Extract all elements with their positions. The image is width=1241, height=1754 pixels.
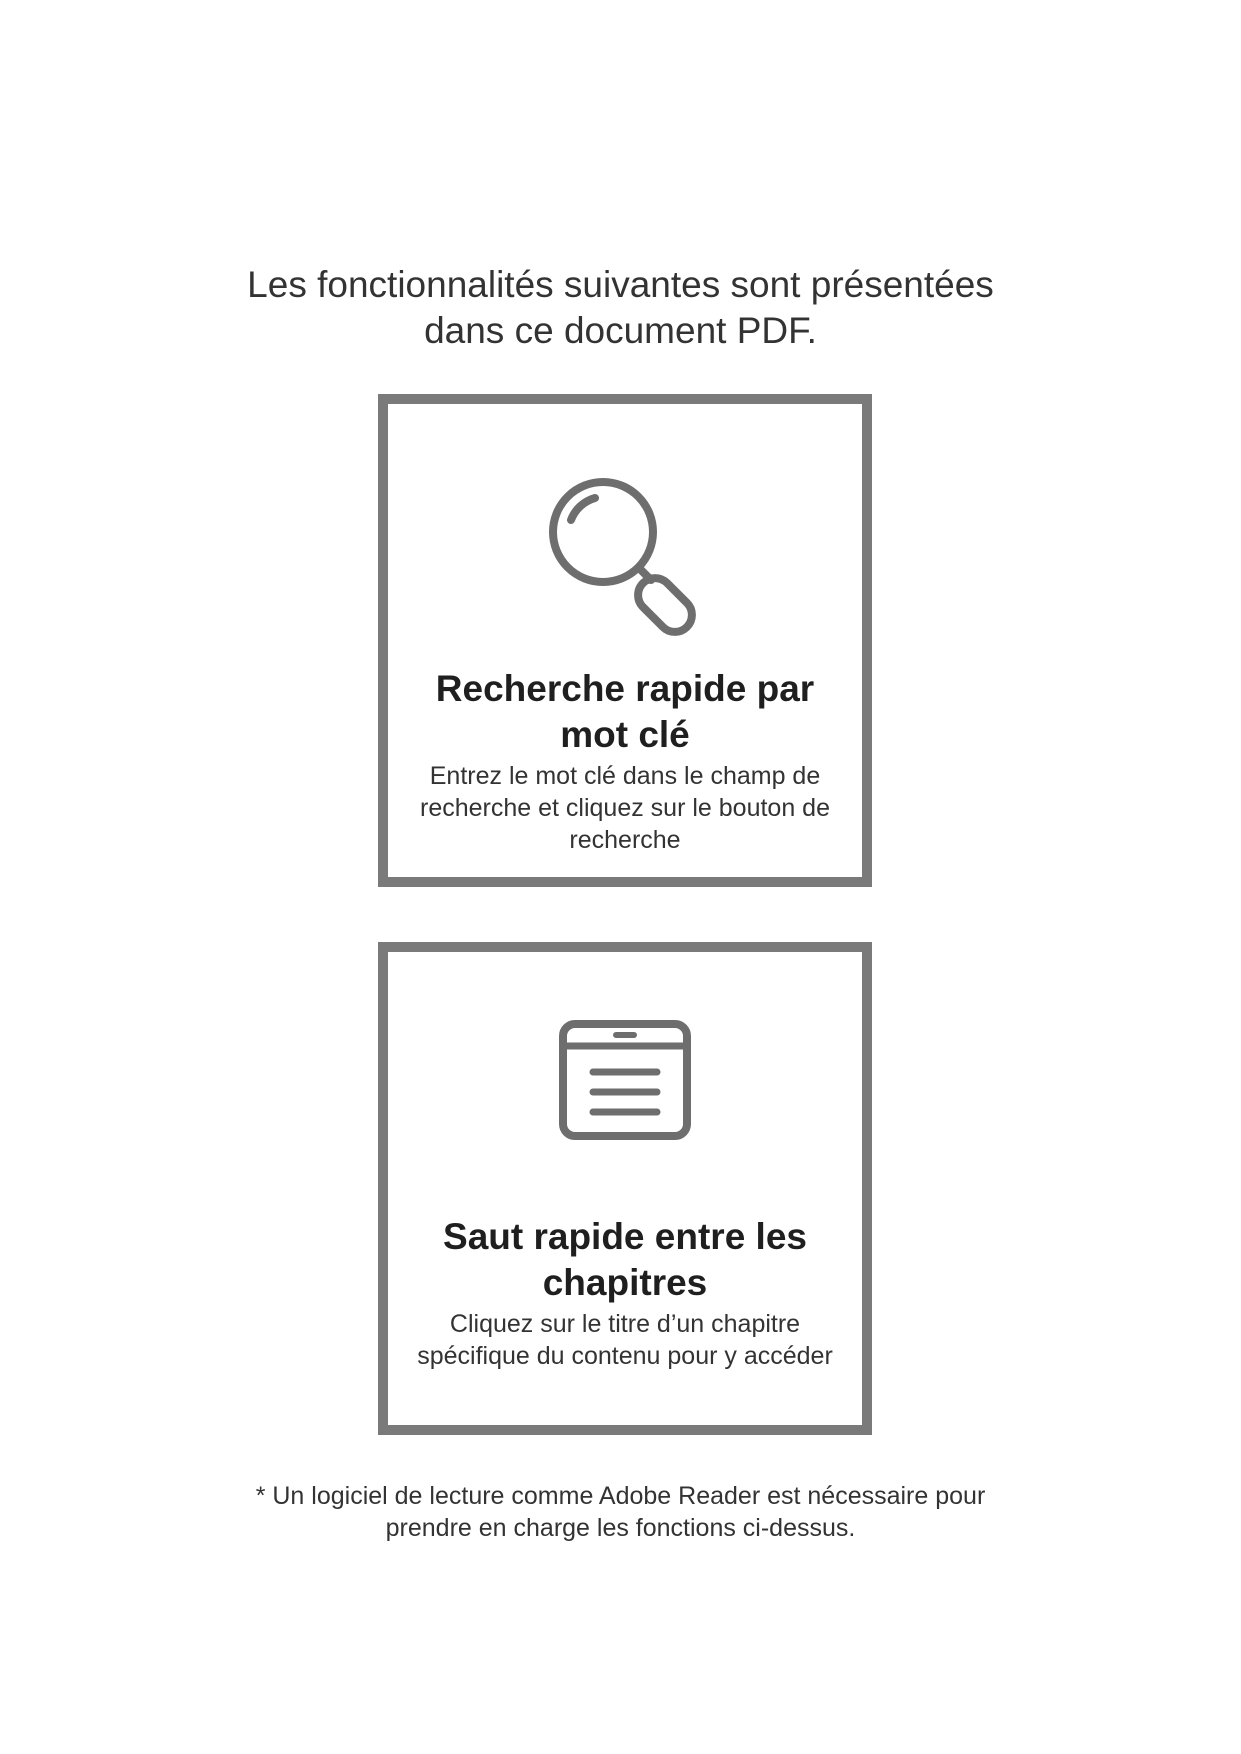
- intro-line-2: dans ce document PDF.: [424, 310, 817, 351]
- feature-title-line-2: mot clé: [560, 714, 690, 755]
- feature-desc-line-1: Cliquez sur le titre d’un chapitre: [449, 1310, 801, 1338]
- intro-text: [0, 262, 1241, 354]
- footnote-line-1: * Un logiciel de lecture comme Adobe Reader est nécessaire pour: [255, 1482, 986, 1510]
- magnifier-icon: [535, 466, 715, 646]
- feature-title-line-2: chapitres: [542, 1262, 708, 1303]
- feature-desc-line-2: recherche et cliquez sur le bouton de: [420, 794, 830, 822]
- footnote: [0, 1480, 1241, 1544]
- feature-title-line-1: Recherche rapide par: [435, 668, 815, 709]
- feature-card-keyword-search: [378, 394, 872, 887]
- footnote-line-2: prendre en charge les fonctions ci-dessus.: [385, 1514, 856, 1542]
- feature-desc-line-1: Entrez le mot clé dans le champ de: [429, 762, 821, 790]
- feature-description: [388, 1308, 862, 1372]
- intro-line-1: Les fonctionnalités suivantes sont présentées: [247, 264, 994, 305]
- feature-desc-line-3: recherche: [569, 826, 681, 854]
- feature-title-line-1: Saut rapide entre les: [443, 1216, 807, 1257]
- feature-title: [388, 666, 862, 758]
- feature-title: [388, 1214, 862, 1306]
- feature-description: [388, 760, 862, 856]
- table-of-contents-icon: [550, 1012, 700, 1152]
- feature-desc-line-2: spécifique du contenu pour y accéder: [417, 1342, 833, 1370]
- feature-card-chapter-jump: [378, 942, 872, 1435]
